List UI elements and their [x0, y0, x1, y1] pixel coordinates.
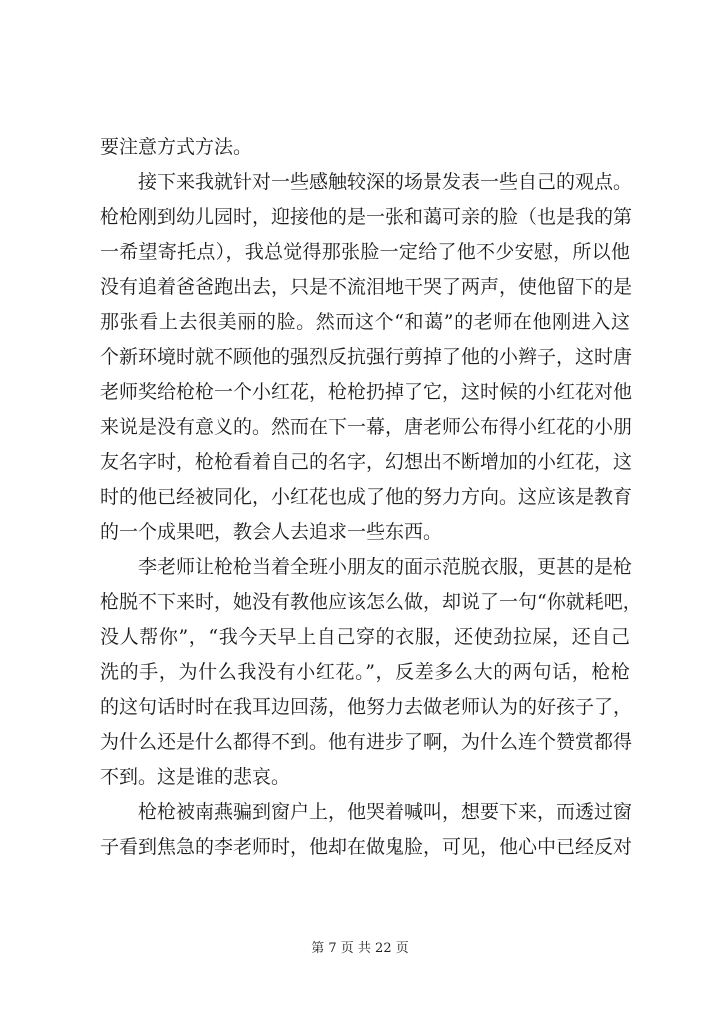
text-line: 老师奖给枪枪一个小红花，枪枪扔掉了它，这时候的小红花对他 [100, 381, 633, 403]
paragraph-first-line: 李老师让枪枪当着全班小朋友的面示范脱衣服，更甚的是枪 [138, 556, 633, 578]
document-body [100, 130, 642, 865]
text-line: 子看到焦急的李老师时，他却在做鬼脸，可见，他心中已经反对 [100, 836, 633, 858]
text-line: 一希望寄托点），我总觉得那张脸一定给了他不少安慰，所以他 [100, 241, 630, 263]
text-line: 为什么还是什么都得不到。他有进步了啊，为什么连个赞赏都得 [100, 731, 633, 753]
text-line: 时的他已经被同化，小红花也成了他的努力方向。这应该是教育 [100, 486, 633, 508]
page-number-footer: 第 7 页 共 22 页 [311, 941, 409, 956]
text-line: 枪脱不下来时，她没有教他应该怎么做，却说了一句“你就耗吧， [100, 591, 642, 613]
text-line: 不到。这是谁的悲哀。 [100, 766, 291, 788]
text-line: 洗的手，为什么我没有小红花。”，反差多么大的两句话，枪枪 [100, 661, 630, 683]
text-line: 没有追着爸爸跑出去，只是不流泪地干哭了两声，使他留下的是 [100, 276, 633, 298]
text-line: 枪枪刚到幼儿园时，迎接他的是一张和蔼可亲的脸（也是我的第 [100, 206, 633, 228]
text-line: 没人帮你”，“我今天早上自己穿的衣服，还使劲拉屎，还自己 [100, 626, 630, 648]
text-line: 来说是没有意义的。然而在下一幕，唐老师公布得小红花的小朋 [100, 416, 633, 438]
paragraph-first-line: 接下来我就针对一些感触较深的场景发表一些自己的观点。 [138, 171, 633, 193]
text-line: 个新环境时就不顾他的强烈反抗强行剪掉了他的小辫子，这时唐 [100, 346, 633, 368]
text-line: 友名字时，枪枪看着自己的名字，幻想出不断增加的小红花，这 [100, 451, 633, 473]
text-line: 的这句话时时在我耳边回荡，他努力去做老师认为的好孩子了， [100, 696, 633, 718]
text-line: 那张看上去很美丽的脸。然而这个“和蔼”的老师在他刚进入这 [100, 311, 630, 333]
paragraph-first-line: 枪枪被南燕骗到窗户上，他哭着喊叫，想要下来，而透过窗 [138, 801, 633, 823]
text-line: 要注意方式方法。 [100, 136, 253, 158]
text-line: 的一个成果吧，教会人去追求一些东西。 [100, 521, 443, 543]
